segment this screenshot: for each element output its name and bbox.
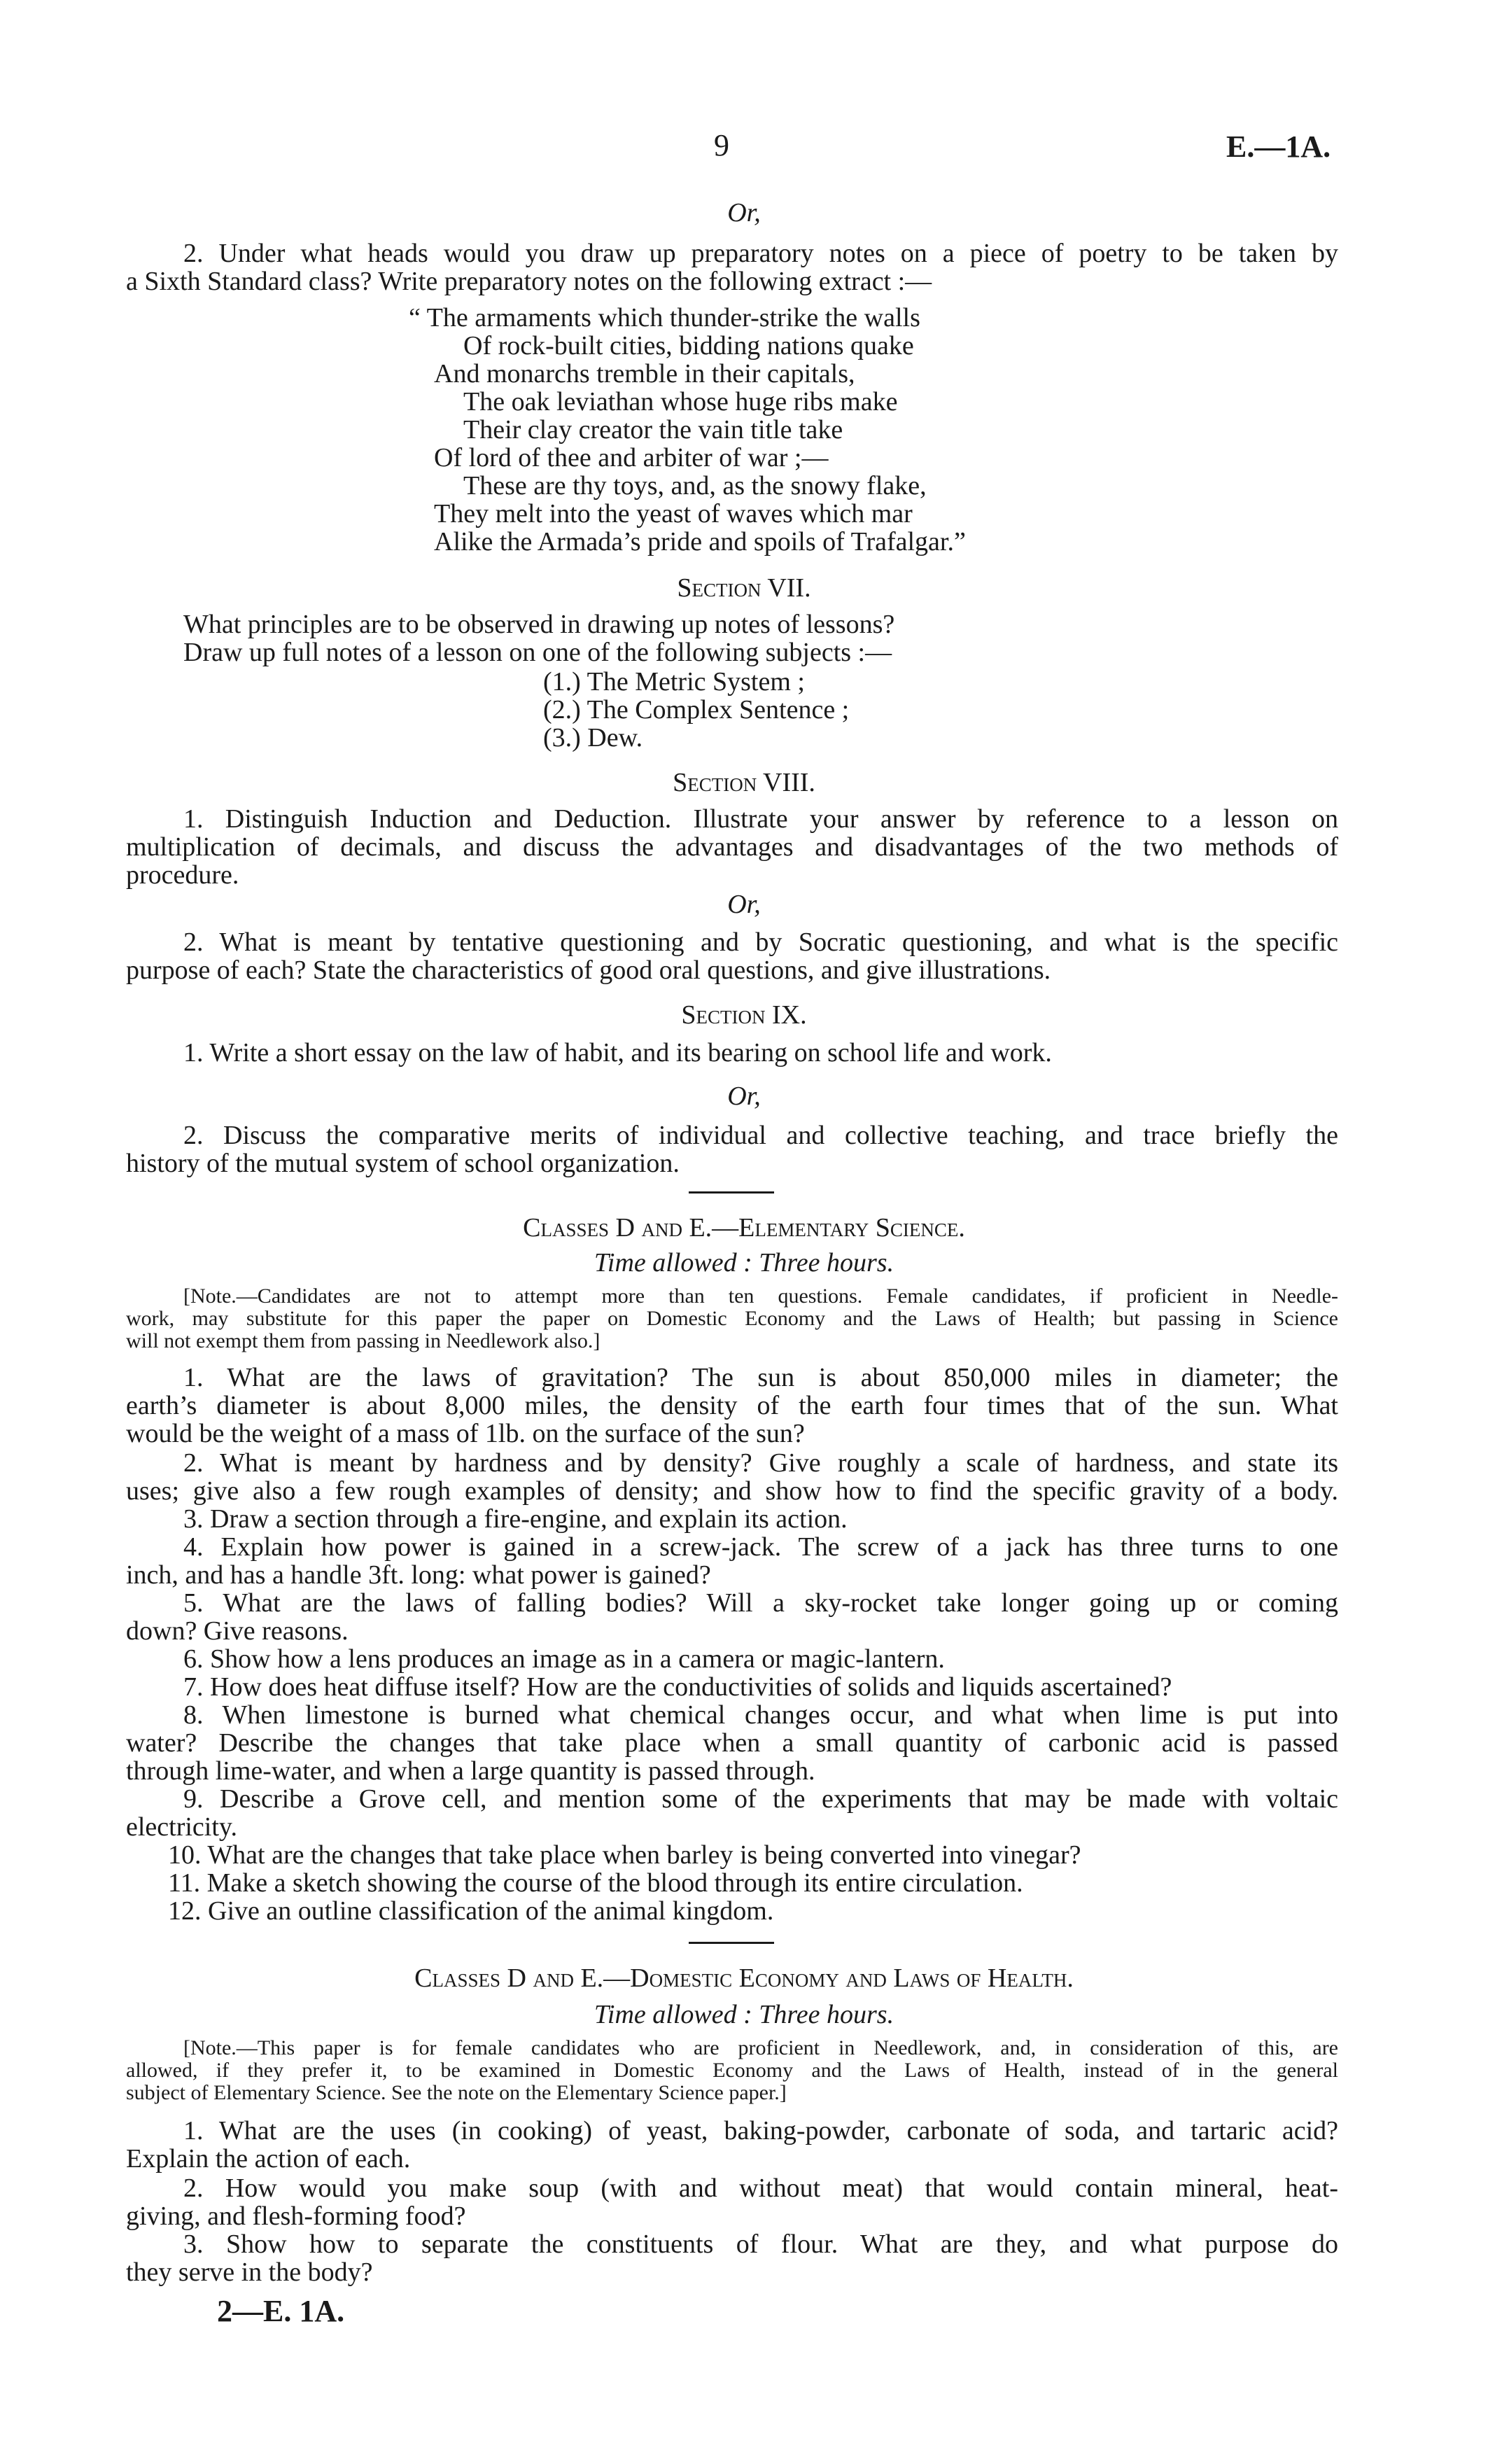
time-allowed: Time allowed : Three hours.	[594, 2000, 894, 2029]
subject-item: (2.) The Complex Sentence ;	[543, 695, 850, 724]
question-line: through lime-water, and when a large quantity is passed through.	[126, 1756, 815, 1786]
question-line: 1. What are the laws of gravitation? The sun is about 850,000 miles in diameter; the	[183, 1363, 1338, 1392]
document-code: E.—1A.	[1226, 130, 1331, 164]
note-line: [Note.—This paper is for female candidates who are proficient in Needlework, and, in consideration of this, are	[183, 2036, 1338, 2059]
section-heading: Section VII.	[677, 573, 811, 603]
section-divider	[689, 1942, 774, 1944]
question-line: 1. Distinguish Induction and Deduction. Illustrate your answer by reference to a lesson on	[183, 804, 1338, 834]
poem-line: Their clay creator the vain title take	[463, 415, 843, 444]
question-line: they serve in the body?	[126, 2258, 373, 2287]
question-line: would be the weight of a mass of 1lb. on the surface of the sun?	[126, 1419, 805, 1448]
question-line: 5. What are the laws of falling bodies? Will a sky-rocket take longer going up or coming	[183, 1588, 1338, 1618]
time-allowed: Time allowed : Three hours.	[594, 1248, 894, 1278]
poem-line: “ The armaments which thunder-strike the walls	[409, 303, 920, 332]
or-label: Or,	[727, 890, 761, 919]
or-label: Or,	[727, 198, 761, 227]
signature-mark: 2—E. 1A.	[217, 2294, 345, 2328]
question-line: uses; give also a few rough examples of density; and show how to find the specific gravity of a body.	[126, 1476, 1338, 1506]
question-line: 2. Discuss the comparative merits of individual and collective teaching, and trace briefly the	[183, 1121, 1338, 1150]
poem-line: The oak leviathan whose huge ribs make	[463, 387, 898, 416]
question-line: 10. What are the changes that take place when barley is being converted into vinegar?	[168, 1840, 1081, 1870]
question-line: electricity.	[126, 1812, 237, 1842]
question-line: 8. When limestone is burned what chemical changes occur, and what when lime is put into	[183, 1700, 1338, 1730]
question-line: 3. Show how to separate the constituents of flour. What are they, and what purpose do	[183, 2230, 1338, 2259]
question-line: giving, and flesh-forming food?	[126, 2202, 466, 2231]
question-line: water? Describe the changes that take place when a small quantity of carbonic acid is passed	[126, 1728, 1338, 1758]
subject-item: (1.) The Metric System ;	[543, 667, 805, 696]
question-line: 2. Under what heads would you draw up preparatory notes on a piece of poetry to be taken by	[183, 239, 1338, 268]
question-line: 3. Draw a section through a fire-engine, and explain its action.	[183, 1504, 848, 1534]
question-line: procedure.	[126, 860, 239, 890]
question-line: 2. What is meant by hardness and by density? Give roughly a scale of hardness, and state its	[183, 1448, 1338, 1478]
section-heading: Section IX.	[681, 1000, 807, 1030]
question-line: 6. Show how a lens produces an image as in a camera or magic-lantern.	[183, 1644, 945, 1674]
paper-title: Classes D and E.—Domestic Economy and Laws of Health.	[414, 1963, 1074, 1993]
page-number: 9	[714, 128, 729, 162]
note-line: subject of Elementary Science. See the note on the Elementary Science paper.]	[126, 2081, 787, 2104]
question-line: What principles are to be observed in drawing up notes of lessons?	[183, 610, 895, 639]
question-line: purpose of each? State the characteristics of good oral questions, and give illustrations.	[126, 955, 1051, 985]
poem-line: Of lord of thee and arbiter of war ;—	[434, 443, 829, 472]
section-divider	[689, 1191, 774, 1194]
question-line: 12. Give an outline classification of the animal kingdom.	[168, 1896, 774, 1926]
subject-item: (3.) Dew.	[543, 723, 643, 752]
poem-line: Of rock-built cities, bidding nations quake	[463, 331, 914, 360]
question-line: 9. Describe a Grove cell, and mention some of the experiments that may be made with voltaic	[183, 1784, 1338, 1814]
note-line: work, may substitute for this paper the paper on Domestic Economy and the Laws of Health; but passing in Science	[126, 1307, 1338, 1330]
question-line: earth’s diameter is about 8,000 miles, the density of the earth four times that of the sun. What	[126, 1391, 1338, 1420]
question-line: 1. Write a short essay on the law of habit, and its bearing on school life and work.	[183, 1038, 1052, 1068]
question-line: 1. What are the uses (in cooking) of yeast, baking-powder, carbonate of soda, and tartaric acid?	[183, 2116, 1338, 2146]
question-line: 7. How does heat diffuse itself? How are the conductivities of solids and liquids ascertained?	[183, 1672, 1172, 1702]
poem-line: And monarchs tremble in their capitals,	[434, 359, 855, 388]
question-line: a Sixth Standard class? Write preparatory notes on the following extract :—	[126, 267, 932, 296]
poem-line: These are thy toys, and, as the snowy flake,	[463, 471, 927, 500]
poem-line: Alike the Armada’s pride and spoils of Trafalgar.”	[434, 527, 966, 556]
note-line: [Note.—Candidates are not to attempt more than ten questions. Female candidates, if proficient in Needle-	[183, 1284, 1338, 1308]
question-line: history of the mutual system of school organization.	[126, 1149, 680, 1178]
poem-line: They melt into the yeast of waves which mar	[434, 499, 913, 528]
question-line: Draw up full notes of a lesson on one of the following subjects :—	[183, 638, 892, 667]
question-line: 2. What is meant by tentative questioning and by Socratic questioning, and what is the specific	[183, 927, 1338, 957]
question-line: Explain the action of each.	[126, 2144, 411, 2174]
question-line: down? Give reasons.	[126, 1616, 349, 1646]
section-heading: Section VIII.	[673, 768, 815, 797]
question-line: inch, and has a handle 3ft. long: what power is gained?	[126, 1560, 711, 1590]
question-line: 2. How would you make soup (with and without meat) that would contain mineral, heat-	[183, 2174, 1338, 2203]
note-line: will not exempt them from passing in Needlework also.]	[126, 1329, 601, 1352]
note-line: allowed, if they prefer it, to be examined in Domestic Economy and the Laws of Health, instead of in the general	[126, 2059, 1338, 2082]
question-line: 11. Make a sketch showing the course of the blood through its entire circulation.	[168, 1868, 1023, 1898]
paper-title: Classes D and E.—Elementary Science.	[523, 1213, 965, 1242]
question-line: multiplication of decimals, and discuss the advantages and disadvantages of the two methods of	[126, 832, 1338, 862]
question-line: 4. Explain how power is gained in a screw-jack. The screw of a jack has three turns to one	[183, 1532, 1338, 1562]
or-label: Or,	[727, 1082, 761, 1111]
